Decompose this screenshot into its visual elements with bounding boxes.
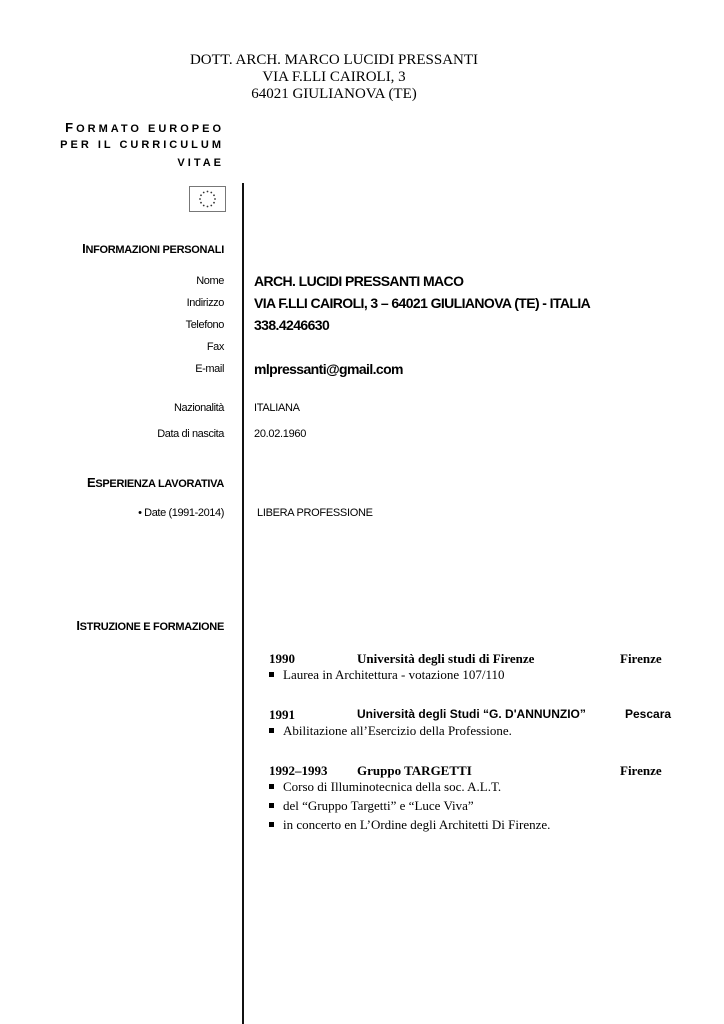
education-year: 1991 (269, 707, 295, 722)
education-institution: Gruppo TARGETTI (357, 763, 472, 778)
education-item: Laurea in Architettura - votazione 107/110 (269, 667, 505, 683)
section-work-experience: ESPERIENZA LAVORATIVA (86, 475, 224, 490)
value-name: ARCH. LUCIDI PRESSANTI MACO (254, 273, 464, 289)
label-birth-date: Data di nascita (157, 428, 224, 440)
value-birth-date: 20.02.1960 (254, 428, 307, 440)
section-education: ISTRUZIONE E FORMAZIONE (76, 618, 224, 633)
education-institution: Università degli studi di Firenze (357, 651, 535, 666)
bullet-icon (269, 784, 274, 789)
education-place: Firenze (620, 763, 662, 778)
education-place: Firenze (620, 651, 662, 666)
education-year: 1992–1993 (269, 763, 328, 778)
education-item: in concerto en L’Ordine degli Architetti Di Firenze. (269, 817, 550, 833)
value-work-role: LIBERA PROFESSIONE (257, 507, 373, 519)
eu-flag-icon (189, 186, 226, 212)
label-email: E-mail (195, 363, 224, 375)
value-phone: 338.4246630 (254, 317, 330, 333)
label-fax: Fax (206, 341, 224, 353)
header-name: DOTT. ARCH. MARCO LUCIDI PRESSANTI (189, 52, 479, 68)
format-title-line2: PER IL CURRICULUM (60, 139, 224, 151)
bullet-icon (269, 728, 274, 733)
education-year: 1990 (269, 651, 295, 666)
education-item: Abilitazione all’Esercizio della Professione. (269, 723, 512, 739)
section-personal-info: INFORMAZIONI PERSONALI (82, 241, 224, 256)
education-item: Corso di Illuminotecnica della soc. A.L.T. (269, 779, 501, 795)
label-name: Nome (196, 275, 224, 287)
header-street: VIA F.LLI CAIROLI, 3 (262, 69, 406, 85)
column-divider (242, 183, 244, 1024)
bullet-icon (269, 672, 274, 677)
bullet-icon (269, 803, 274, 808)
education-institution: Università degli Studi “G. D'ANNUNZIO” (357, 707, 586, 721)
label-address: Indirizzo (186, 297, 224, 309)
value-address: VIA F.LLI CAIROLI, 3 – 64021 GIULIANOVA (TE) - ITALIA (254, 295, 591, 311)
bullet-icon (269, 822, 274, 827)
value-email: mlpressanti@gmail.com (254, 361, 403, 377)
education-item: del “Gruppo Targetti” e “Luce Viva” (269, 798, 474, 814)
cv-header (0, 52, 668, 103)
label-work-dates: • Date (1991-2014) (138, 507, 224, 519)
education-place: Pescara (625, 707, 672, 721)
label-phone: Telefono (185, 319, 224, 331)
format-title-line3: VITAE (177, 157, 224, 169)
format-title-line1: FORMATO EUROPEO (65, 120, 224, 135)
header-city: 64021 GIULIANOVA (TE) (251, 86, 417, 102)
value-nationality: ITALIANA (254, 402, 300, 414)
label-nationality: Nazionalità (173, 402, 224, 414)
